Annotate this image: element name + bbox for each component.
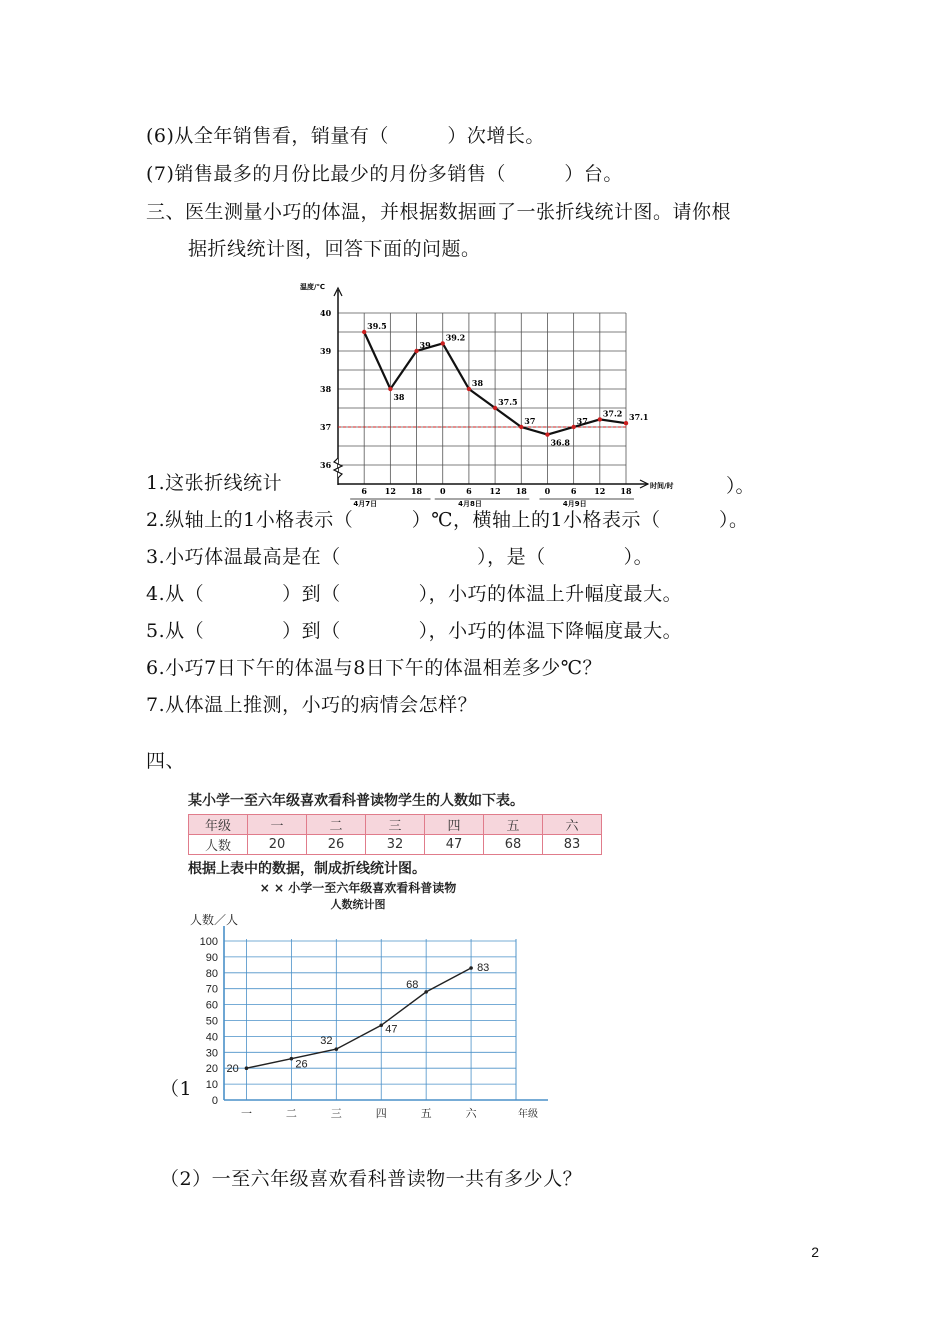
table-cell: 47 <box>425 835 484 855</box>
day-label: 4月9日 <box>562 500 587 508</box>
table-cell: 人数 <box>189 835 248 855</box>
x-axis-label: 时间/时 <box>650 482 674 490</box>
data-label: 68 <box>406 978 419 991</box>
y-tick-label: 10 <box>205 1079 218 1092</box>
x-tick-label: 12 <box>489 486 501 496</box>
data-label: 47 <box>385 1023 398 1036</box>
x-tick-label: 六 <box>465 1107 477 1120</box>
reading-line-chart <box>188 880 628 1120</box>
y-tick-label: 80 <box>205 967 218 980</box>
y-tick-label: 60 <box>205 999 218 1012</box>
section3-item-4: 4.从（ ）到（ ），小巧的体温上升幅度最大。 <box>146 583 683 605</box>
table-header-row <box>189 815 602 835</box>
y-tick-label: 20 <box>205 1063 218 1076</box>
table-caption: 某小学一至六年级喜欢看科普读物学生的人数如下表。 <box>188 793 524 809</box>
y-axis-label: 人数／人 <box>190 913 239 927</box>
data-point <box>379 1023 383 1027</box>
data-label: 38 <box>393 392 405 402</box>
question-6: (6)从全年销售看，销量有（ ）次增长。 <box>146 125 545 147</box>
y-tick-label: 50 <box>205 1015 218 1028</box>
temperature-line-chart <box>288 280 688 515</box>
section3-item-1: 1.这张折线统计 <box>146 472 283 494</box>
x-tick-label: 18 <box>410 486 423 496</box>
x-axis-label: 年级 <box>518 1109 538 1120</box>
section3-title-line1: 三、医生测量小巧的体温，并根据数据画了一张折线统计图。请你根 <box>146 201 732 223</box>
data-label: 37 <box>576 416 588 426</box>
x-tick-label: 6 <box>570 486 577 496</box>
table-cell: 20 <box>248 835 307 855</box>
chart-subtitle: 人数统计图 <box>330 898 386 911</box>
table-cell: 一 <box>248 815 307 835</box>
table-cell: 三 <box>366 815 425 835</box>
x-tick-label: 6 <box>361 486 367 496</box>
data-point <box>388 387 392 391</box>
table-cell: 四 <box>425 815 484 835</box>
y-tick-label: 38 <box>320 384 332 394</box>
x-tick-label: 一 <box>240 1107 252 1120</box>
reading-line <box>246 968 471 1068</box>
data-label: 26 <box>295 1058 308 1071</box>
question-7: (7)销售最多的月份比最少的月份多销售（ ）台。 <box>146 163 623 185</box>
data-label: 37.2 <box>602 408 623 419</box>
y-tick-label: 40 <box>320 308 332 318</box>
table-cell: 六 <box>543 815 602 835</box>
y-tick-label: 37 <box>320 422 332 432</box>
x-tick-label: 五 <box>420 1107 432 1120</box>
data-point <box>598 417 602 421</box>
section3-item-5: 5.从（ ）到（ ），小巧的体温下降幅度最大。 <box>146 620 683 642</box>
data-point <box>441 341 445 345</box>
section3-title-line2: 据折线统计图，回答下面的问题。 <box>188 238 481 260</box>
data-point <box>493 406 497 410</box>
data-label: 36.8 <box>550 437 570 448</box>
table-cell: 26 <box>307 835 366 855</box>
y-axis-label: 温度/℃ <box>300 283 326 291</box>
day-label: 4月8日 <box>458 500 482 508</box>
x-tick-label: 12 <box>594 486 606 496</box>
data-label: 32 <box>320 1035 333 1048</box>
data-label: 20 <box>226 1063 239 1076</box>
section4-question-1: （1 <box>160 1078 193 1100</box>
y-tick-label: 30 <box>205 1047 218 1060</box>
y-tick-label: 70 <box>205 983 218 996</box>
x-tick-label: 18 <box>515 486 527 496</box>
y-tick-label: 100 <box>199 936 218 948</box>
table-cell: 32 <box>366 835 425 855</box>
section4-title: 四、 <box>146 750 186 772</box>
chart-title: × × 小学一至六年级喜欢看科普读物 <box>259 881 457 895</box>
section3-item-1-tail: ）。 <box>726 475 755 497</box>
y-tick-label: 36 <box>320 460 332 470</box>
data-label: 39.2 <box>445 332 466 343</box>
data-point <box>519 425 523 429</box>
data-point <box>424 990 428 994</box>
y-tick-label: 39 <box>320 346 332 356</box>
x-tick-label: 二 <box>285 1107 297 1120</box>
data-label: 37 <box>524 416 536 426</box>
section3-item-3: 3.小巧体温最高是在（ ），是（ ）。 <box>146 546 654 568</box>
data-point <box>362 330 366 334</box>
table-cell: 68 <box>484 835 543 855</box>
data-point <box>335 1047 339 1051</box>
y-tick-label: 40 <box>205 1031 218 1044</box>
page-number: 2 <box>811 1244 819 1260</box>
data-point <box>467 387 471 391</box>
table-cell: 二 <box>307 815 366 835</box>
data-label: 37.1 <box>629 412 649 423</box>
data-point <box>290 1057 294 1061</box>
x-tick-label: 0 <box>439 486 446 496</box>
axis-break <box>334 458 342 478</box>
x-tick-label: 6 <box>466 486 472 496</box>
data-point <box>245 1066 249 1070</box>
data-label: 83 <box>477 962 490 975</box>
x-tick-label: 18 <box>620 486 632 496</box>
section4-panel <box>188 788 628 1120</box>
y-tick-label: 0 <box>211 1095 218 1107</box>
x-tick-label: 四 <box>375 1107 387 1120</box>
data-label: 37.5 <box>498 397 518 407</box>
data-point <box>571 425 575 429</box>
table-row <box>189 835 602 855</box>
section3-item-6: 6.小巧7日下午的体温与8日下午的体温相差多少℃？ <box>146 657 603 679</box>
section3-item-7: 7.从体温上推测，小巧的病情会怎样？ <box>146 694 478 716</box>
data-label: 39 <box>419 340 431 350</box>
data-label: 39.5 <box>367 321 387 331</box>
table-cell: 年级 <box>189 815 248 835</box>
y-tick-label: 90 <box>205 951 218 964</box>
grade-table <box>188 814 602 855</box>
data-point <box>414 349 418 353</box>
data-point <box>624 421 628 425</box>
table-cell: 五 <box>484 815 543 835</box>
x-tick-label: 三 <box>330 1107 342 1120</box>
x-tick-label: 0 <box>544 486 551 496</box>
table-cell: 83 <box>543 835 602 855</box>
data-point <box>469 966 473 970</box>
x-tick-label: 12 <box>384 486 396 496</box>
data-label: 38 <box>471 378 484 388</box>
section4-question-2: （2）一至六年级喜欢看科普读物一共有多少人？ <box>160 1168 583 1190</box>
section3-item-2: 2.纵轴上的1小格表示（ ）℃，横轴上的1小格表示（ ）。 <box>146 509 749 531</box>
data-point <box>545 432 549 436</box>
day-label: 4月7日 <box>353 500 378 508</box>
table-note: 根据上表中的数据，制成折线统计图。 <box>188 861 426 877</box>
